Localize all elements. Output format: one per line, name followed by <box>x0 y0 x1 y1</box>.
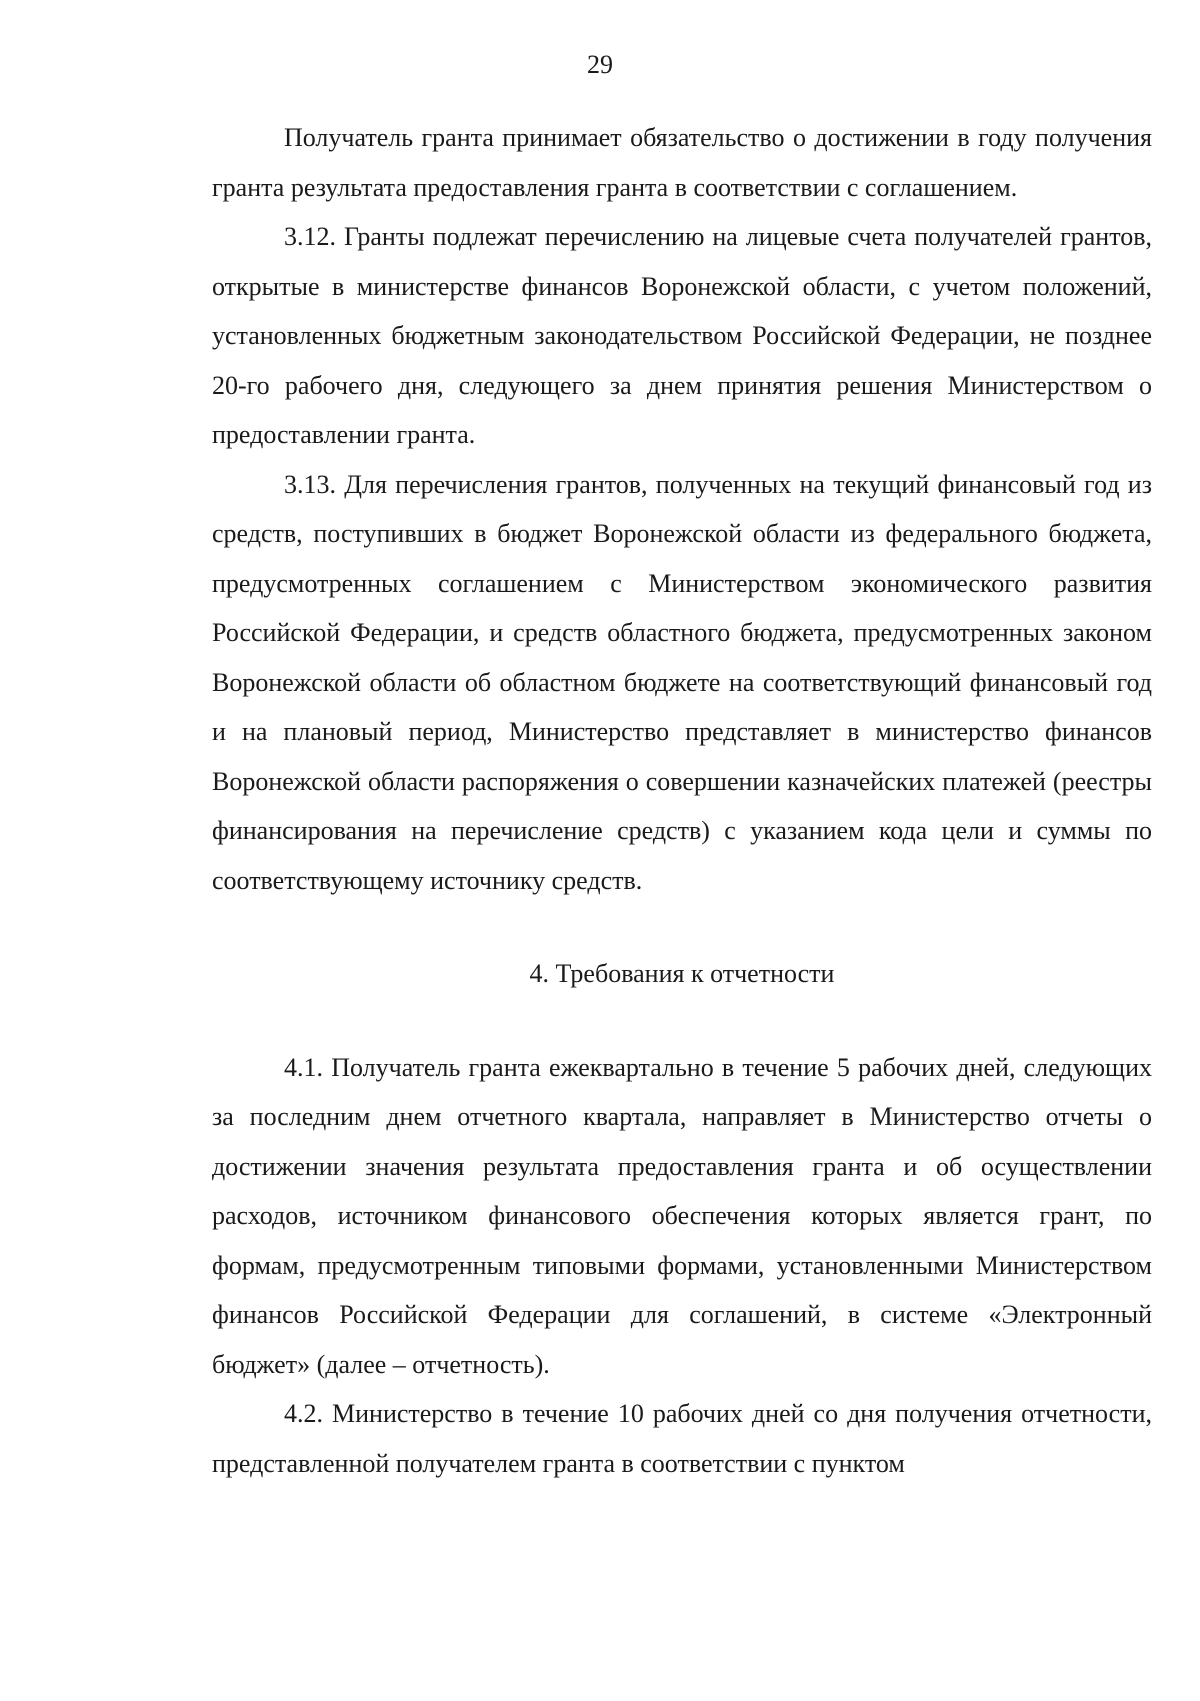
section-heading: 4. Требования к отчетности <box>529 959 835 988</box>
document-body <box>212 113 1152 1488</box>
section-spacer <box>212 905 1152 949</box>
paragraph-grant-obligation: Получатель гранта принимает обязательство о достижении в году получения гранта результата предоставления гранта в соответствии с соглашением. <box>212 123 1152 202</box>
section-spacer <box>212 999 1152 1043</box>
paragraph-3-12: 3.12. Гранты подлежат перечислению на лицевые счета получателей грантов, открытые в министерстве финансов Воронежской области, с учетом положений, установленных бюджетным законодательством Российской Федерации, не позднее 20-го рабочего дня, следующего за днем принятия решения Министерством о предоставлении гранта. <box>212 222 1152 449</box>
page-number: 29 <box>587 50 613 79</box>
paragraph-4-1: 4.1. Получатель гранта ежеквартально в течение 5 рабочих дней, следующих за последним днем отчетного квартала, направляет в Министерство отчеты о достижении значения результата предоставления гранта и об осуществлении расходов, источником финансового обеспечения которых является грант, по формам, предусмотренным типовыми формами, установленными Министерством финансов Российской Федерации для соглашений, в системе «Электронный бюджет» (далее – отчетность). <box>212 1052 1152 1379</box>
paragraph-3-13: 3.13. Для перечисления грантов, полученных на текущий финансовый год из средств, поступивших в бюджет Воронежской области из федерального бюджета, предусмотренных соглашением с Министерством экономического развития Российской Федерации, и средств областного бюджета, предусмотренных законом Воронежской области об областном бюджете на соответствующий финансовый год и на плановый период, Министерство представляет в министерство финансов Воронежской области распоряжения о совершении казначейских платежей (реестры финансирования на перечисление средств) с указанием кода цели и суммы по соответствующему источнику средств. <box>212 469 1152 895</box>
paragraph-4-2: 4.2. Министерство в течение 10 рабочих дней со дня получения отчетности, представленной получателем гранта в соответствии с пунктом <box>212 1399 1152 1478</box>
